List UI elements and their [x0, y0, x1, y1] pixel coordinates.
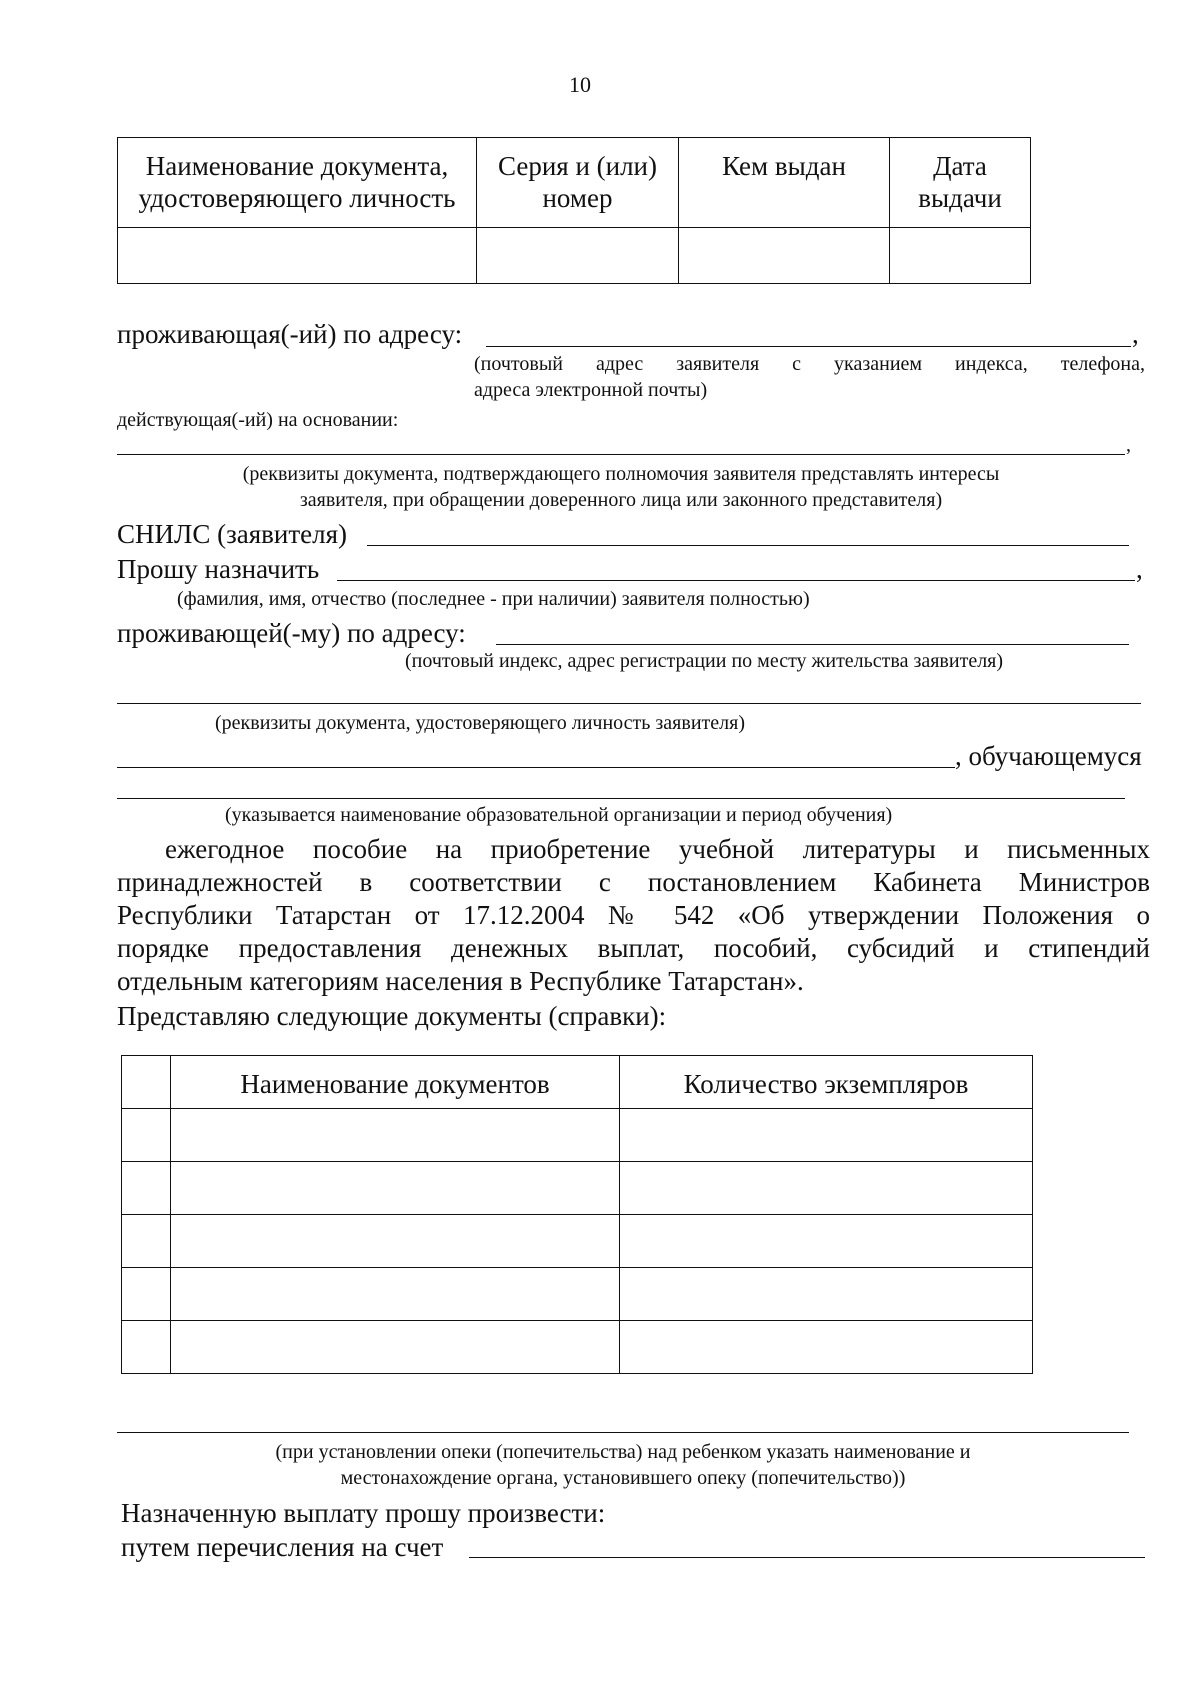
address-hint-line1: (почтовый адрес заявителя с указанием индекса, телефона,	[474, 353, 1145, 375]
document-name-cell[interactable]	[171, 1268, 620, 1321]
snils-label: СНИЛС (заявителя)	[117, 519, 348, 549]
address-field[interactable]	[486, 346, 1131, 347]
document-name-cell[interactable]	[171, 1162, 620, 1215]
appoint-hint: (фамилия, имя, отчество (последнее - при наличии) заявителя полностью)	[177, 588, 810, 610]
documents-table	[121, 1055, 1033, 1374]
input-cell-document-name[interactable]	[118, 228, 477, 284]
input-cell-series-number[interactable]	[477, 228, 679, 284]
paragraph-line1: ежегодное пособие на приобретение учебной литературы и письменных	[165, 834, 1150, 864]
id-document-table	[117, 137, 1031, 284]
table-row	[122, 1109, 1033, 1162]
copies-cell[interactable]	[620, 1321, 1033, 1374]
table-header-row	[122, 1056, 1033, 1109]
appoint-comma: ,	[1136, 554, 1143, 584]
copies-cell[interactable]	[620, 1109, 1033, 1162]
index-cell[interactable]	[122, 1215, 171, 1268]
paragraph-line5: отдельным категориям населения в Республике Татарстан».	[117, 966, 804, 996]
index-cell[interactable]	[122, 1162, 171, 1215]
snils-field[interactable]	[367, 545, 1129, 546]
residing-label: проживающей(-му) по адресу:	[117, 618, 466, 648]
header-cell-document-names: Наименование документов	[171, 1056, 620, 1109]
student-hint: (указывается наименование образовательной организации и период обучения)	[225, 804, 893, 826]
table-row	[122, 1215, 1033, 1268]
header-cell-copies: Количество экземпляров	[620, 1056, 1033, 1109]
basis-field[interactable]	[117, 454, 1125, 455]
guardianship-hint-line2: местонахождение органа, установившего опеку (попечительство))	[340, 1467, 906, 1489]
id-document-hint: (реквизиты документа, удостоверяющего личность заявителя)	[215, 712, 745, 734]
index-cell[interactable]	[122, 1109, 171, 1162]
guardianship-hint-line1: (при установлении опеки (попечительства) над ребенком указать наименование и	[275, 1441, 971, 1463]
id-document-field[interactable]	[117, 703, 1141, 704]
header-cell-issued-by: Кем выдан	[679, 138, 890, 228]
copies-cell[interactable]	[620, 1162, 1033, 1215]
residing-field[interactable]	[496, 644, 1129, 645]
table-row	[118, 228, 1031, 284]
index-cell[interactable]	[122, 1268, 171, 1321]
table-row	[122, 1321, 1033, 1374]
header-cell-series-number: Серия и (или) номер	[477, 138, 679, 228]
basis-label: действующая(-ий) на основании:	[117, 409, 399, 431]
documents-label: Представляю следующие документы (справки):	[117, 1001, 667, 1031]
document-name-cell[interactable]	[171, 1109, 620, 1162]
student-suffix: , обучающемуся	[955, 741, 1142, 771]
copies-cell[interactable]	[620, 1268, 1033, 1321]
table-header-row	[118, 138, 1031, 228]
input-cell-issued-by[interactable]	[679, 228, 890, 284]
account-field[interactable]	[469, 1557, 1145, 1558]
payment-label: Назначенную выплату прошу произвести:	[121, 1498, 606, 1528]
input-cell-issue-date[interactable]	[890, 228, 1031, 284]
basis-comma: ,	[1126, 434, 1131, 456]
address-comma: ,	[1132, 319, 1139, 349]
paragraph-line2: принадлежностей в соответствии с постановлением Кабинета Министров	[117, 867, 1150, 897]
table-row	[122, 1162, 1033, 1215]
address-label: проживающая(-ий) по адресу:	[117, 319, 463, 349]
document-name-cell[interactable]	[171, 1321, 620, 1374]
index-cell[interactable]	[122, 1321, 171, 1374]
document-name-cell[interactable]	[171, 1215, 620, 1268]
header-cell-document-name: Наименование документа, удостоверяющего личность	[118, 138, 477, 228]
page-number: 10	[569, 72, 591, 97]
student-name-field[interactable]	[117, 767, 955, 768]
education-field[interactable]	[117, 798, 1125, 799]
header-cell-index	[122, 1056, 171, 1109]
header-cell-issue-date: Дата выдачи	[890, 138, 1031, 228]
appoint-field[interactable]	[337, 580, 1135, 581]
paragraph-line3: Республики Татарстан от 17.12.2004 № 542 «Об утверждении Положения о	[117, 900, 1150, 930]
paragraph-line4: порядке предоставления денежных выплат, пособий, субсидий и стипендий	[117, 933, 1150, 963]
transfer-label: путем перечисления на счет	[121, 1532, 444, 1562]
table-row	[122, 1268, 1033, 1321]
basis-hint-line2: заявителя, при обращении доверенного лица или законного представителя)	[299, 489, 943, 511]
basis-hint-line1: (реквизиты документа, подтверждающего полномочия заявителя представлять интересы	[242, 463, 1000, 485]
guardianship-field[interactable]	[117, 1432, 1129, 1433]
copies-cell[interactable]	[620, 1215, 1033, 1268]
address-hint-line2: адреса электронной почты)	[474, 379, 708, 401]
residing-hint: (почтовый индекс, адрес регистрации по месту жительства заявителя)	[405, 650, 1004, 672]
appoint-label: Прошу назначить	[117, 554, 320, 584]
